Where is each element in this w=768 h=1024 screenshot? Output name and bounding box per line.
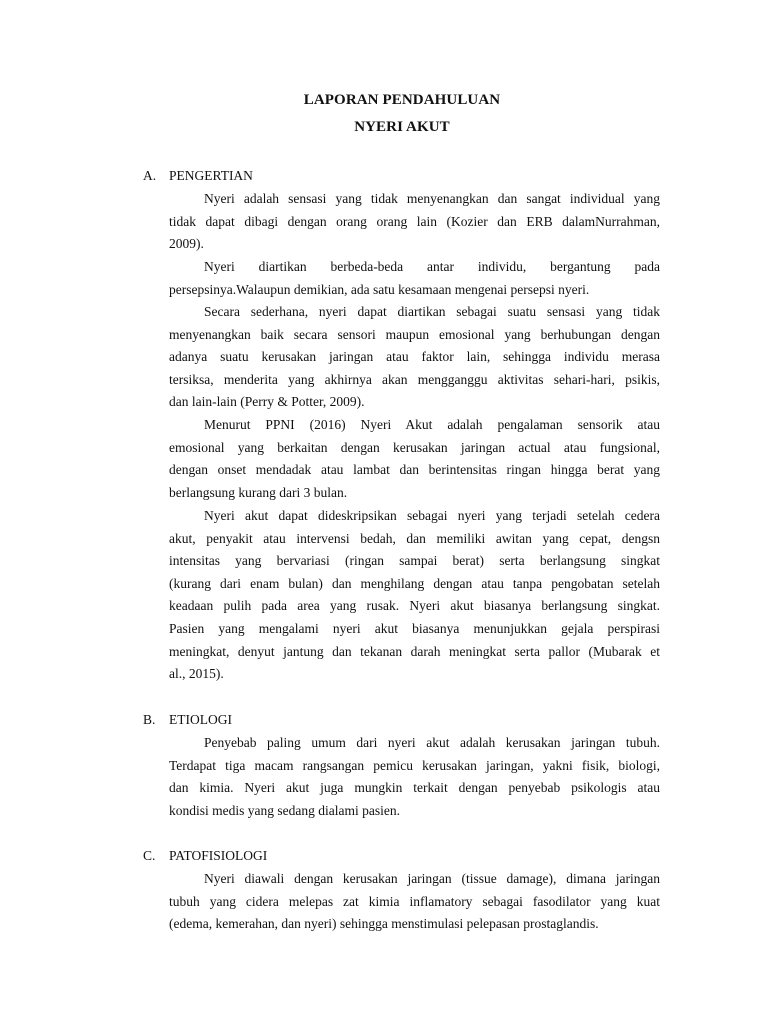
- text-line: dan lain-lain (Perry & Potter, 2009).: [169, 394, 365, 410]
- paragraph-pengertian-4: [169, 414, 660, 504]
- paragraph-pengertian-5: [169, 505, 660, 686]
- text-line: Penyebab paling umum dari nyeri akut adalah kerusakan jaringan tubuh.: [204, 735, 660, 750]
- text-line: Secara sederhana, nyeri dapat diartikan sebagai suatu sensasi yang tidak: [204, 304, 660, 319]
- text-line: emosional yang berkaitan dengan kerusakan jaringan actual atau fungsional,: [169, 439, 660, 455]
- text-line: tubuh yang cidera melepas zat kimia inflamatory sebagai fasodilator yang kuat: [169, 893, 660, 909]
- section-title: PENGERTIAN: [169, 168, 253, 183]
- text-line: (edema, kemerahan, dan nyeri) sehingga menstimulasi pelepasan prostaglandis.: [169, 916, 599, 932]
- paragraph-patofisiologi-1: [169, 868, 660, 936]
- text-line: Pasien yang mengalami nyeri akut biasanya menunjukkan gejala perspirasi: [169, 620, 660, 636]
- text-line: Terdapat tiga macam rangsangan pemicu kerusakan jaringan, yakni fisik, biologi,: [169, 757, 660, 773]
- section-number: B.: [143, 712, 156, 727]
- text-line: tidak dapat dibagi dengan orang orang lain (Kozier dan ERB dalamNurrahman,: [169, 213, 660, 229]
- text-line: dengan onset mendadak atau lambat dan berintensitas ringan hingga berat yang: [169, 462, 660, 478]
- section-heading-pengertian: [143, 168, 253, 184]
- text-line: adanya suatu kerusakan jaringan atau faktor lain, sehingga individu merasa: [169, 349, 660, 365]
- document-title: LAPORAN PENDAHULUAN: [303, 92, 501, 108]
- text-line: Nyeri diartikan berbeda-beda antar individu, bergantung pada: [204, 259, 660, 274]
- section-heading-etiologi: [143, 712, 232, 728]
- text-line: Nyeri akut dapat dideskripsikan sebagai nyeri yang terjadi setelah cedera: [204, 508, 660, 523]
- text-line: keadaan pulih pada area yang rusak. Nyeri akut biasanya berlangsung singkat.: [169, 598, 660, 614]
- text-line: Menurut PPNI (2016) Nyeri Akut adalah pengalaman sensorik atau: [204, 417, 660, 432]
- paragraph-pengertian-2: [169, 256, 660, 301]
- document-subtitle: NYERI AKUT: [354, 119, 450, 135]
- text-line: intensitas yang bervariasi (ringan sampai berat) serta berlangsung singkat: [169, 553, 660, 569]
- section-number: A.: [143, 168, 157, 183]
- text-line: persepsinya.Walaupun demikian, ada satu kesamaan mengenai persepsi nyeri.: [169, 281, 590, 297]
- text-line: tersiksa, menderita yang akhirnya akan mengganggu aktivitas sehari-hari, psikis,: [169, 371, 660, 387]
- text-line: Nyeri diawali dengan kerusakan jaringan (tissue damage), dimana jaringan: [204, 871, 660, 886]
- text-line: kondisi medis yang sedang dialami pasien.: [169, 802, 400, 818]
- section-title: PATOFISIOLOGI: [169, 848, 268, 863]
- section-title: ETIOLOGI: [169, 712, 232, 727]
- section-heading-patofisiologi: [143, 848, 267, 864]
- paragraph-pengertian-1: [169, 188, 660, 256]
- text-line: menyenangkan baik secara sensori maupun emosional yang berhubungan dengan: [169, 326, 660, 342]
- text-line: meningkat, denyut jantung dan tekanan darah meningkat serta pallor (Mubarak et: [169, 643, 660, 659]
- text-line: dan kimia. Nyeri akut juga mungkin terkait dengan penyebab psikologis atau: [169, 780, 660, 796]
- text-line: al., 2015).: [169, 666, 224, 682]
- text-line: 2009).: [169, 236, 204, 252]
- paragraph-etiologi-1: [169, 732, 660, 822]
- text-line: (kurang dari enam bulan) dan menghilang dengan atau tanpa pengobatan setelah: [169, 575, 660, 591]
- text-line: akut, penyakit atau intervensi bedah, dan memiliki awitan yang cepat, dengsn: [169, 530, 660, 546]
- text-line: Nyeri adalah sensasi yang tidak menyenangkan dan sangat individual yang: [204, 191, 660, 206]
- text-line: berlangsung kurang dari 3 bulan.: [169, 484, 348, 500]
- section-number: C.: [143, 848, 156, 863]
- paragraph-pengertian-3: [169, 301, 660, 414]
